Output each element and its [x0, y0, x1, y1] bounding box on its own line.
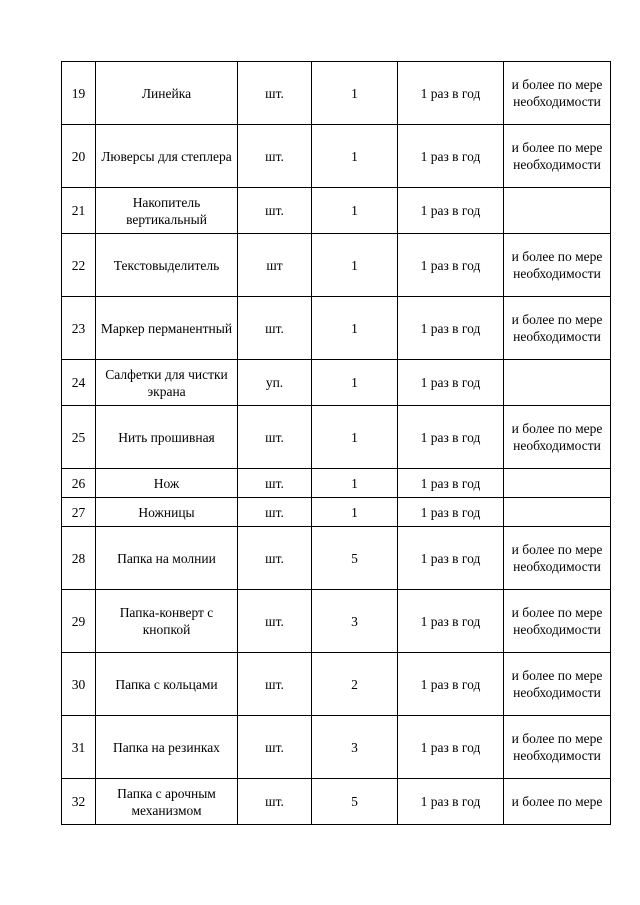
cell-unit: шт. — [238, 498, 312, 527]
cell-row-number: 19 — [62, 62, 96, 125]
table-row — [62, 653, 611, 716]
cell-note: и более по мере необходимости — [504, 297, 611, 360]
cell-row-number: 26 — [62, 469, 96, 498]
cell-note: и более по мере необходимости — [504, 234, 611, 297]
cell-note: и более по мере необходимости — [504, 406, 611, 469]
cell-item-name: Маркер перманентный — [96, 297, 238, 360]
cell-unit: шт. — [238, 62, 312, 125]
cell-item-name: Папка с арочным механизмом — [96, 779, 238, 825]
cell-row-number: 25 — [62, 406, 96, 469]
table-row — [62, 498, 611, 527]
cell-frequency: 1 раз в год — [398, 469, 504, 498]
cell-frequency: 1 раз в год — [398, 406, 504, 469]
table-row — [62, 469, 611, 498]
cell-frequency: 1 раз в год — [398, 527, 504, 590]
cell-note: и более по мере необходимости — [504, 527, 611, 590]
table-row — [62, 527, 611, 590]
cell-unit: уп. — [238, 360, 312, 406]
cell-unit: шт — [238, 234, 312, 297]
cell-item-name: Ножницы — [96, 498, 238, 527]
cell-quantity: 1 — [312, 498, 398, 527]
cell-quantity: 3 — [312, 716, 398, 779]
cell-frequency: 1 раз в год — [398, 716, 504, 779]
cell-row-number: 32 — [62, 779, 96, 825]
cell-row-number: 20 — [62, 125, 96, 188]
cell-frequency: 1 раз в год — [398, 125, 504, 188]
cell-note: и более по мере необходимости — [504, 62, 611, 125]
cell-frequency: 1 раз в год — [398, 234, 504, 297]
table-row — [62, 406, 611, 469]
cell-frequency: 1 раз в год — [398, 62, 504, 125]
cell-quantity: 5 — [312, 527, 398, 590]
cell-item-name: Линейка — [96, 62, 238, 125]
cell-unit: шт. — [238, 653, 312, 716]
cell-quantity: 2 — [312, 653, 398, 716]
cell-row-number: 31 — [62, 716, 96, 779]
cell-row-number: 30 — [62, 653, 96, 716]
cell-quantity: 1 — [312, 188, 398, 234]
cell-quantity: 1 — [312, 125, 398, 188]
cell-quantity: 1 — [312, 469, 398, 498]
table-row — [62, 188, 611, 234]
cell-item-name: Нож — [96, 469, 238, 498]
cell-note: и более по мере необходимости — [504, 590, 611, 653]
cell-frequency: 1 раз в год — [398, 779, 504, 825]
cell-note: и более по мере необходимости — [504, 716, 611, 779]
cell-note: и более по мере необходимости — [504, 653, 611, 716]
cell-note: и более по мере — [504, 779, 611, 825]
cell-item-name: Нить прошивная — [96, 406, 238, 469]
cell-quantity: 1 — [312, 297, 398, 360]
cell-frequency: 1 раз в год — [398, 498, 504, 527]
cell-note — [504, 498, 611, 527]
cell-row-number: 29 — [62, 590, 96, 653]
cell-frequency: 1 раз в год — [398, 653, 504, 716]
cell-note: и более по мере необходимости — [504, 125, 611, 188]
cell-unit: шт. — [238, 469, 312, 498]
table-row — [62, 716, 611, 779]
cell-item-name: Папка с кольцами — [96, 653, 238, 716]
cell-item-name: Папка-конверт с кнопкой — [96, 590, 238, 653]
cell-row-number: 22 — [62, 234, 96, 297]
table-row — [62, 125, 611, 188]
cell-note — [504, 469, 611, 498]
cell-item-name: Салфетки для чистки экрана — [96, 360, 238, 406]
cell-row-number: 27 — [62, 498, 96, 527]
table-row — [62, 590, 611, 653]
cell-unit: шт. — [238, 188, 312, 234]
cell-frequency: 1 раз в год — [398, 188, 504, 234]
cell-row-number: 24 — [62, 360, 96, 406]
cell-unit: шт. — [238, 125, 312, 188]
cell-frequency: 1 раз в год — [398, 297, 504, 360]
supplies-table — [61, 61, 611, 825]
table-row — [62, 779, 611, 825]
cell-quantity: 1 — [312, 360, 398, 406]
table-row — [62, 234, 611, 297]
cell-frequency: 1 раз в год — [398, 590, 504, 653]
table-row — [62, 360, 611, 406]
cell-note — [504, 360, 611, 406]
cell-quantity: 3 — [312, 590, 398, 653]
cell-quantity: 1 — [312, 234, 398, 297]
supplies-table-body — [62, 62, 611, 825]
cell-item-name: Папка на резинках — [96, 716, 238, 779]
table-row — [62, 297, 611, 360]
cell-note — [504, 188, 611, 234]
cell-row-number: 28 — [62, 527, 96, 590]
cell-quantity: 5 — [312, 779, 398, 825]
cell-unit: шт. — [238, 406, 312, 469]
cell-row-number: 21 — [62, 188, 96, 234]
cell-quantity: 1 — [312, 406, 398, 469]
cell-item-name: Папка на молнии — [96, 527, 238, 590]
table-row — [62, 62, 611, 125]
cell-unit: шт. — [238, 590, 312, 653]
cell-unit: шт. — [238, 779, 312, 825]
cell-frequency: 1 раз в год — [398, 360, 504, 406]
cell-quantity: 1 — [312, 62, 398, 125]
cell-item-name: Текстовыделитель — [96, 234, 238, 297]
cell-unit: шт. — [238, 527, 312, 590]
cell-unit: шт. — [238, 297, 312, 360]
cell-row-number: 23 — [62, 297, 96, 360]
cell-item-name: Люверсы для степлера — [96, 125, 238, 188]
cell-item-name: Накопитель вертикальный — [96, 188, 238, 234]
cell-unit: шт. — [238, 716, 312, 779]
